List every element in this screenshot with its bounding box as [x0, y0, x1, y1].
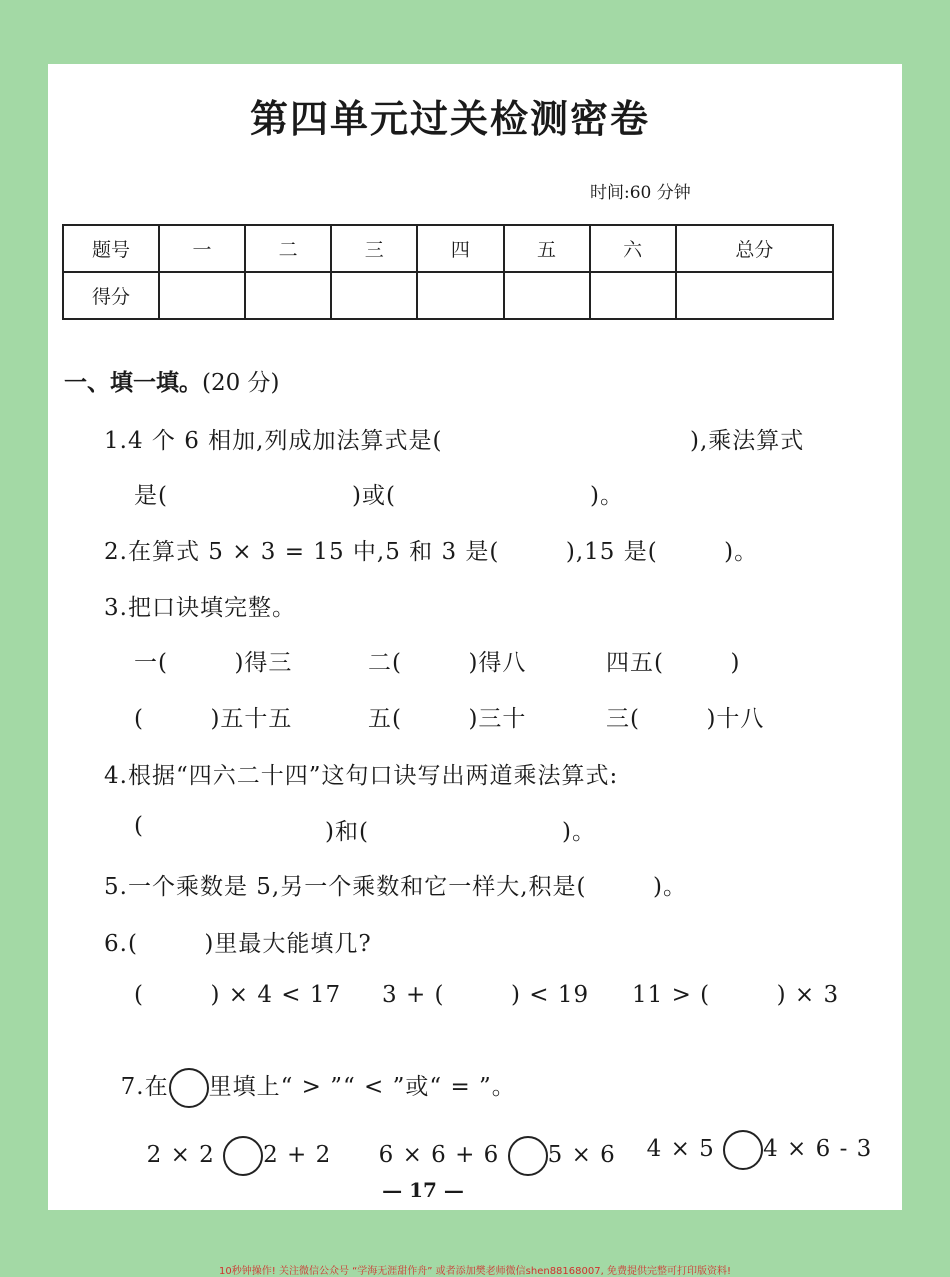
compare-circle[interactable] — [169, 1068, 209, 1108]
score-table-score-row — [63, 272, 833, 319]
time-label: 时间:60 分钟 — [590, 183, 691, 203]
q7-expr — [130, 1110, 331, 1176]
compare-circle[interactable] — [723, 1130, 763, 1170]
compare-circle[interactable] — [223, 1136, 263, 1176]
q6-expr: 3 + ( ) < 19 — [382, 982, 590, 1008]
score-header-cell: 三 — [331, 225, 417, 272]
q4-title: 4.根据“四六二十四”这句口诀写出两道乘法算式: — [104, 763, 619, 789]
q7-right: 2 + 2 — [263, 1142, 332, 1168]
score-cell — [590, 272, 676, 319]
footer-note: 10秒钟操作! 关注微信公众号 “学海无涯甜作舟” 或者添加樊老师微信shen88168007, 免费提供完整可打印版资料! — [219, 1266, 731, 1277]
score-cell — [245, 272, 331, 319]
page-title: 第四单元过关检测密卷 — [249, 97, 650, 141]
score-header-cell: 四 — [417, 225, 503, 272]
q6-expr: ( ) × 4 < 17 — [134, 982, 342, 1008]
score-cell — [417, 272, 503, 319]
q2-text: 2.在算式 5 × 3 = 15 中,5 和 3 是( ),15 是( )。 — [104, 539, 759, 565]
section-heading — [64, 364, 280, 397]
compare-circle[interactable] — [508, 1136, 548, 1176]
q4-b: )和( — [325, 819, 369, 845]
q7-right: 5 × 6 — [547, 1142, 616, 1168]
q3-title: 3.把口诀填完整。 — [104, 595, 296, 621]
q3-item: 四五( ) — [606, 650, 741, 676]
q3-item: 三( )十八 — [606, 706, 765, 732]
q4-c: )。 — [562, 819, 596, 845]
q1-line2-a: 是( — [134, 483, 168, 509]
score-cell — [331, 272, 417, 319]
q1-line2-c: )。 — [590, 483, 624, 509]
score-table — [62, 224, 834, 320]
q7-left: 6 × 6 + 6 — [378, 1142, 500, 1168]
q3-item: 二( )得八 — [368, 650, 527, 676]
q7-suffix: 里填上“ > ”“ < ”或“ = ”。 — [208, 1074, 516, 1100]
score-row-label: 得分 — [63, 272, 159, 319]
score-header-cell: 总分 — [676, 225, 833, 272]
score-header-cell: 题号 — [63, 225, 159, 272]
section-title: 一、填一填。 — [64, 370, 202, 396]
q7-left: 2 × 2 — [146, 1142, 215, 1168]
score-header-cell: 六 — [590, 225, 676, 272]
score-header-cell: 五 — [504, 225, 590, 272]
score-cell — [676, 272, 833, 319]
q7-title — [104, 1042, 516, 1108]
q1-line1-end: ),乘法算式 — [690, 428, 805, 454]
q3-item: ( )五十五 — [134, 706, 293, 732]
q6-title: 6.( )里最大能填几? — [104, 931, 372, 957]
q4-a: ( — [134, 813, 144, 839]
score-table-header-row — [63, 225, 833, 272]
q3-item: 五( )三十 — [368, 706, 527, 732]
q1-line2-b: )或( — [352, 483, 396, 509]
q6-expr: 11 > ( ) × 3 — [632, 982, 840, 1008]
score-cell — [504, 272, 590, 319]
section-points: (20 分) — [202, 370, 280, 396]
q5-text: 5.一个乘数是 5,另一个乘数和它一样大,积是( )。 — [104, 874, 687, 900]
q3-item: 一( )得三 — [134, 650, 293, 676]
page-number: — 17 — — [382, 1178, 464, 1202]
q7-prefix: 7.在 — [120, 1074, 169, 1100]
score-header-cell: 二 — [245, 225, 331, 272]
q7-expr — [630, 1104, 872, 1170]
score-cell — [159, 272, 245, 319]
q7-right: 4 × 6 - 3 — [763, 1136, 873, 1162]
q1-line1-start: 1.4 个 6 相加,列成加法算式是( — [104, 428, 443, 454]
q7-left: 4 × 5 — [646, 1136, 715, 1162]
q7-expr — [362, 1110, 616, 1176]
score-header-cell: 一 — [159, 225, 245, 272]
